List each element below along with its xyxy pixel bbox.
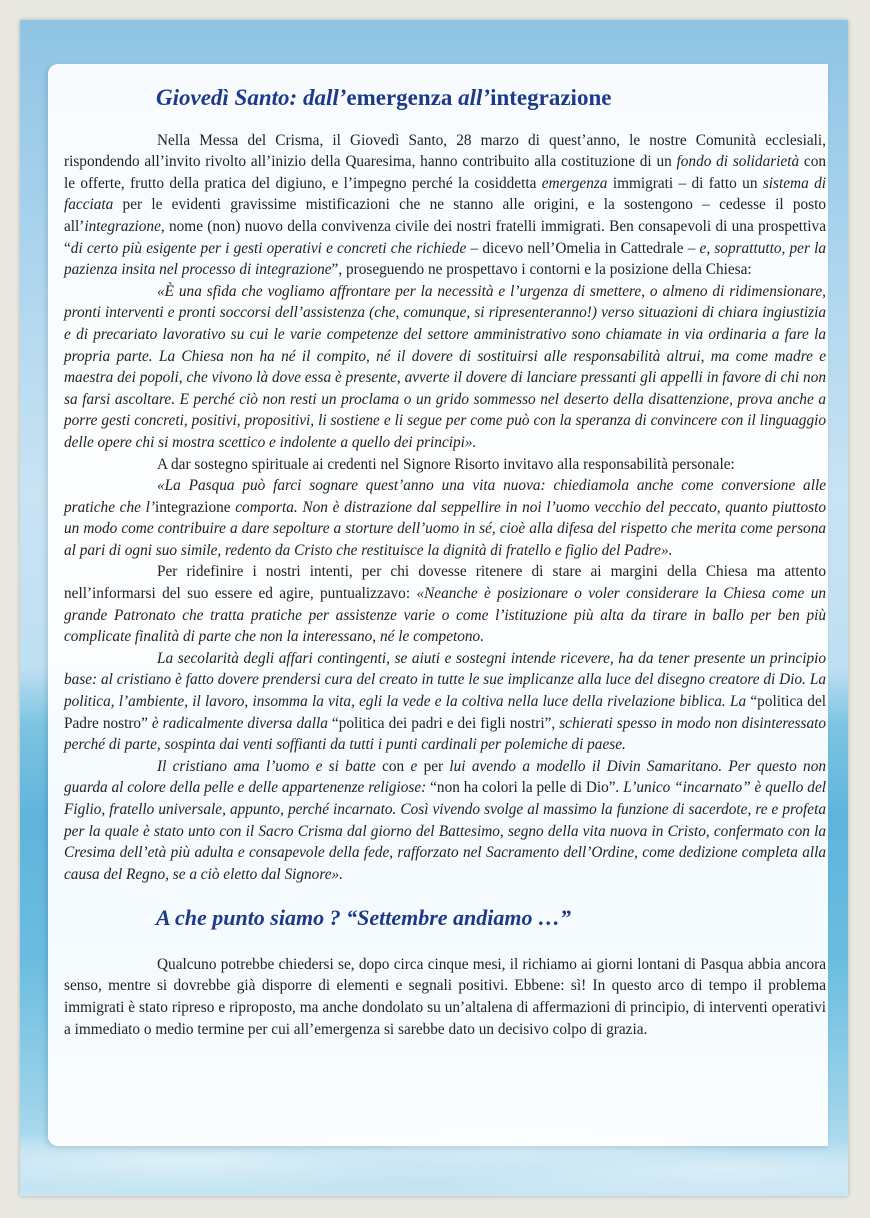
text-run: emergenza: [541, 174, 608, 192]
title-segment: Giovedì Santo: dall’: [156, 85, 347, 110]
title-segment: emergenza: [346, 85, 459, 110]
text-run: «Neanche è posizionare o voler considerare la Chiesa come un grande Patronato che tratta pratiche per assistenze varie o come l’istituzione più alta da tirare in ballo per ben più complicate finalità di parte che non la interessano, né le competono.: [64, 585, 826, 646]
text-run: integrazione: [154, 498, 231, 516]
quote-christian: [64, 756, 826, 886]
text-run: – dicevo nell’Omelia in Cattedrale –: [466, 239, 700, 257]
text-run: ”, proseguendo ne prospettavo i contorni e la posizione della Chiesa:: [331, 261, 752, 279]
text-run: per: [423, 757, 444, 775]
text-run: «La Pasqua può farci sognare quest’anno una vita nuova: chiediamola anche come conversione alle pratiche che l’: [64, 477, 826, 516]
text-run: è radicalmente diversa dalla: [147, 714, 332, 732]
title-segment: integrazione: [490, 85, 612, 110]
text-run: con: [382, 757, 405, 775]
text-run: Nella Messa del Crisma, il Giovedì Santo, 28 marzo di quest’anno, le nostre Comunità ecclesiali, rispondendo all’invito rivolto all’inizio della Quaresima, hanno contribuito alla costituzione di un: [64, 131, 826, 171]
quote-secularity: [64, 648, 826, 756]
text-run: “non ha colori la pelle di Dio”: [430, 779, 616, 797]
text-run: e: [404, 757, 424, 775]
paragraph-intro: [64, 130, 826, 281]
text-run: “politica dei padri e dei figli nostri”: [331, 714, 552, 732]
text-run: . L’unico “incarnato” è quello del Figlio, fratello universale, appunto, perché incarnato. Così vivendo svolge al massimo la funzione di sacerdote, re e profeta per la quale è stato unto con il Sacro Crisma dal giorno del Battesimo, segno della vita nuova in Cristo, confermato con la Cresima dell’età più adulta e consapevole della fede, rafforzato nel Sacramento dell’Ordine, come dedizione completa alla causa del Regno, se a ciò eletto dal Signore».: [64, 779, 826, 883]
text-run: Per ridefinire i nostri intenti, per chi dovesse ritenere di stare ai margini della Chiesa ma attento nell’informarsi del suo essere ed agire, puntualizzavo:: [64, 563, 826, 603]
text-run: e, soprattutto, per la pazienza insita nel processo di integrazione: [64, 239, 826, 279]
text-run: lui avendo a modello il Divin Samaritano. Per questo non guarda al colore della pelle e delle appartenenze religiose:: [64, 757, 826, 797]
text-run: comporta. Non è distrazione dal seppellire in noi l’uomo vecchio del peccato, quanto piuttosto un modo come contribuire a dare sepolture a storture dell’uomo in sé, cioè alla difesa del rispetto che merita come persona al pari di ogni suo simile, redento da Cristo che restituisce la dignità di fratello e figlio del Padre».: [64, 498, 826, 559]
quote-easter: [64, 475, 826, 561]
text-run: “politica del Padre nostro”: [64, 693, 826, 732]
paragraph-status: Qualcuno potrebbe chiedersi se, dopo circa cinque mesi, il richiamo ai giorni lontani di Pasqua abbia ancora senso, mentre si dovrebbe già disporre di elementi e segnali positivi. Ebbene: sì! In questo arco di tempo il problema immigrati è stato ripreso e riproposto, ma anche dondolato su un’altalena di affermazioni di principio, di interventi operativi a immediato o medio termine per cui all’emergenza si sarebbe dato un decisivo colpo di grazia.: [64, 955, 826, 1038]
text-run: Il cristiano ama l’uomo e si batte: [157, 757, 383, 775]
text-run: di certo più esigente per i gesti operativi e concreti che richiede: [70, 239, 467, 257]
text-run: La secolarità degli affari contingenti, se aiuti e sostegni intende ricevere, ha da tener presente un principio base: al cristiano è fatto dovere prendersi cura del creato in tutte le sue implicanze alla luce del disegno creatore di Dio. La politica, l’ambiente, il lavoro, insomma la vita, egli la vede e la coltiva nella luce della rivelazione biblica. La: [64, 649, 826, 711]
paragraph-responsibility: A dar sostegno spirituale ai credenti nel Signore Risorto invitavo alla responsabilità personale:: [157, 455, 735, 473]
text-run: integrazione: [84, 217, 161, 235]
text-run: con le offerte, frutto della pratica del digiuno, e l’impegno perché la cosiddetta: [64, 153, 826, 192]
quote-homily: «È una sfida che vogliamo affrontare per la necessità e l’urgenza di smettere, o almeno di ridimensionare, pronti interventi e pronti soccorsi dell’assistenza (che, comunque, si ripresenteranno!) verso situazioni di chiara ingiustizia e di precariato lavorativo su cui le varie competenze del settore amministrativo sono chiamate in via ordinaria a fare la propria parte. La Chiesa non ha né il compito, né il dovere di sostituirsi alle responsabilità altrui, ma come madre e maestra dei popoli, che vivono là dove essa è presente, avverte il dovere di lanciare pressanti gli appelli in favore di chi non sa farsi ascoltare. E perché ciò non resti un proclama o un grido sommesso nel deserto della disattenzione, prova anche a porre gesti concreti, positivi, propositivi, li sostiene e li segue per come può con la speranza di convincere con il linguaggio delle opere chi si mostra scettico e indolente a quello dei principi».: [64, 282, 826, 451]
article-title: [64, 84, 826, 112]
text-run: , nome (non) nuovo della convivenza civile dei nostri fratelli immigrati. Ben consapevoli di una prospettiva “: [64, 217, 826, 257]
text-run: per le evidenti gravissime mistificazioni che ne stanno alle origini, e la sostengono – cedesse il posto all’: [64, 196, 826, 235]
text-run: immigrati – di fatto un: [607, 174, 763, 192]
paragraph-intents: [64, 561, 826, 647]
text-run: fondo di solidarietà: [676, 153, 800, 171]
article: [64, 84, 826, 1040]
section-heading: A che punto siamo ? “Settembre andiamo …”: [156, 905, 571, 931]
title-segment: all’: [458, 85, 491, 110]
text-run: , schierati spesso in modo non disinteressato perché di parte, sospinta dai venti soffianti da tutti i punti cardinali per polemiche di paese.: [64, 714, 826, 754]
text-run: sistema di facciata: [64, 174, 826, 214]
